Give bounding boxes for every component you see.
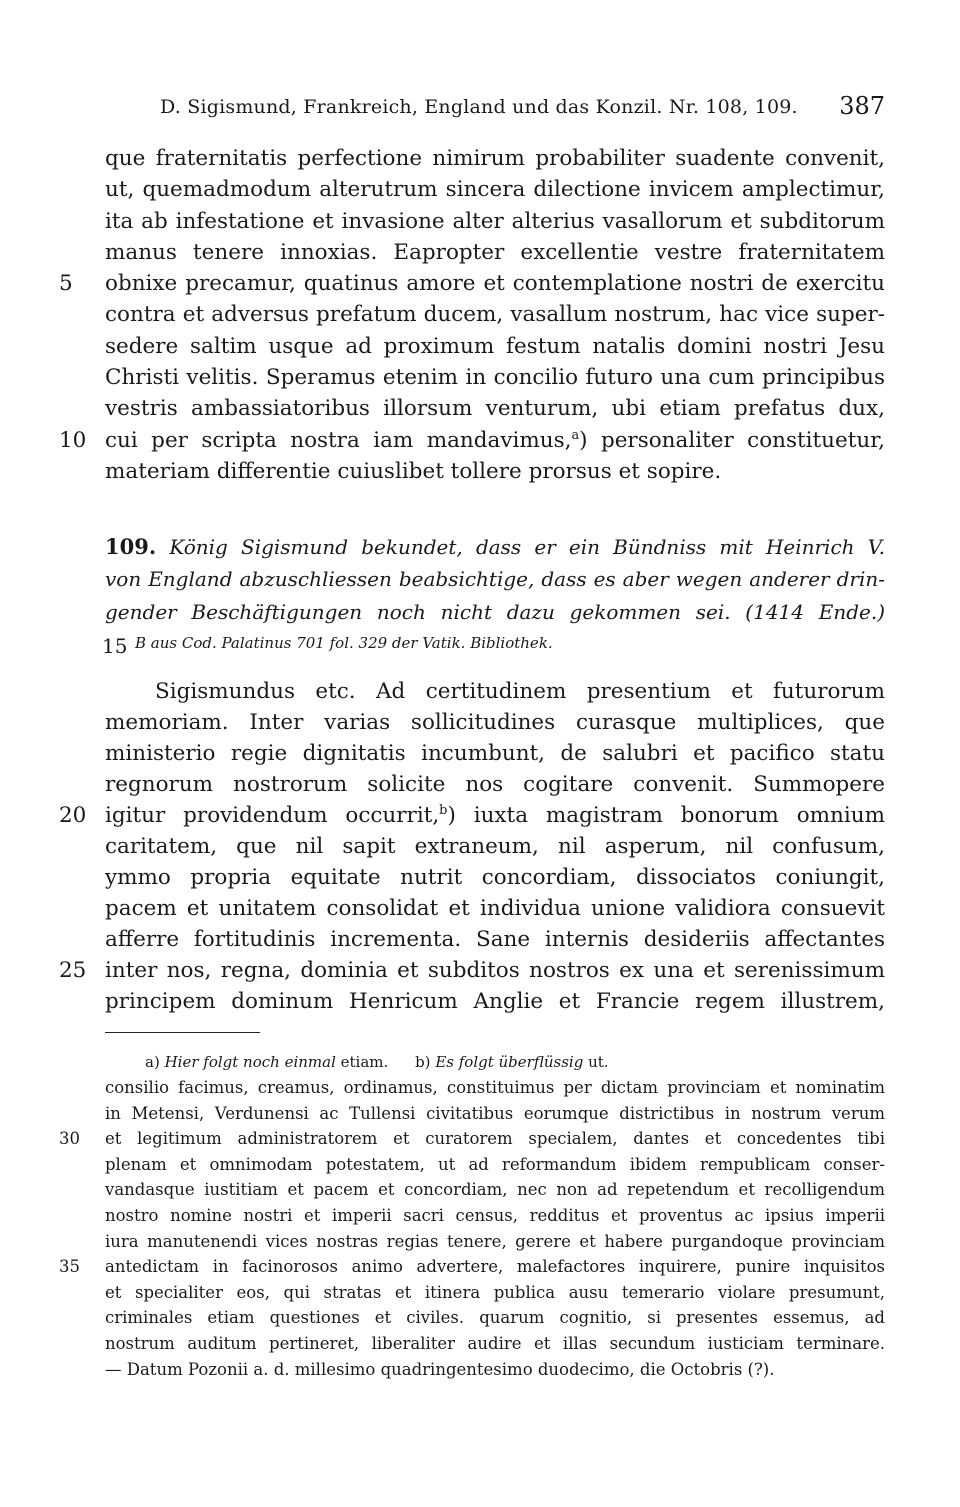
footnote-marker: b [439, 802, 448, 818]
line-text: cui per scripta nostra iam mandavimus, [105, 427, 572, 453]
text-line [105, 393, 885, 424]
line-text: caritatem, que nil sapit extraneum, nil asperum, nil confusum, [105, 834, 885, 859]
text-line [105, 1203, 885, 1229]
line-text: memoriam. Inter varias sollicitudines curasque multiplices, que [105, 710, 885, 735]
text-line [59, 955, 885, 986]
text-line [105, 237, 885, 268]
line-text: iura manutenendi vices nostras regias tenere, gerere et habere purgandoque provinciam [105, 1231, 885, 1251]
text-line [105, 986, 885, 1017]
heading-line [105, 530, 885, 563]
footnote-rule [105, 1032, 260, 1033]
line-number: 35 [59, 1257, 80, 1277]
text-line [105, 456, 885, 487]
text-line [105, 1152, 885, 1178]
document-text [59, 676, 885, 1017]
main-text [59, 143, 885, 487]
heading-text: gender Beschäftigungen noch nicht dazu gekommen sei. (1414 Ende.) [105, 600, 885, 624]
line-text: regnorum nostrorum solicite nos cogitare convenit. Summopere [105, 772, 885, 797]
line-text: sedere saltim usque ad proximum festum natalis domini nostri Jesu [105, 333, 885, 359]
heading-text: von England abzuschliessen beabsichtige, dass es aber wegen anderer drin- [105, 567, 885, 591]
text-line [105, 831, 885, 862]
text-line [59, 1126, 885, 1152]
running-header [160, 92, 885, 122]
text-line [105, 1280, 885, 1306]
text-line [105, 1075, 885, 1101]
footnote-italic: Hier folgt noch einmal [164, 1053, 336, 1071]
line-text: et specialiter eos, qui stratas et itinera publica ausu temerario violare presumunt, [105, 1282, 885, 1302]
text-line [105, 1101, 885, 1127]
line-text: ministerio regie dignitatis incumbunt, de salubri et pacifico statu [105, 741, 885, 766]
text-line [105, 174, 885, 205]
running-title: D. Sigismund, Frankreich, England und das Konzil. Nr. 108, 109. [160, 96, 798, 118]
line-text: ita ab infestatione et invasione alter alterius vasallorum et subditorum [105, 208, 885, 234]
text-line [105, 738, 885, 769]
line-text: antedictam in facinorosos animo advertere, malefactores inquirere, punire inquisitos [105, 1257, 885, 1277]
line-text: et legitimum administratorem et curatorem specialem, dantes et concedentes tibi [105, 1129, 885, 1149]
heading-line [105, 563, 885, 596]
text-line [105, 862, 885, 893]
line-text: igitur providendum occurrit, [105, 803, 440, 828]
line-number: 15 [102, 634, 128, 658]
text-line [105, 1331, 885, 1357]
text-line [105, 331, 885, 362]
line-text: Sigismundus etc. Ad certitudinem presentium et futurorum [155, 679, 885, 704]
line-text: nostrum auditum pertineret, liberaliter audire et illas secundum iusticiam terminare. [105, 1333, 885, 1353]
footnotes [145, 1053, 631, 1071]
line-text: vandasque iustitiam et pacem et concordiam, nec non ad repetendum et recolligendum [105, 1180, 885, 1200]
line-number: 30 [59, 1129, 80, 1149]
text-line [59, 425, 885, 456]
line-text: ut, quemadmodum alterutrum sincera dilectione invicem amplectimur, [105, 177, 885, 203]
text-line [105, 769, 885, 800]
line-text: afferre fortitudinis incrementa. Sane internis desideriis affectantes [105, 927, 885, 952]
line-text: criminales etiam questiones et civiles. quarum cognitio, si presentes essemus, ad [105, 1308, 885, 1328]
heading-text: König Sigismund bekundet, dass er ein Bündniss mit Heinrich V. [169, 535, 885, 559]
line-text: contra et adversus prefatum ducem, vasallum nostrum, hac vice super- [105, 302, 885, 328]
line-text: que fraternitatis perfectione nimirum probabiliter suadente convenit, [105, 146, 885, 171]
line-text: ) personaliter constituetur, [579, 427, 885, 453]
footnote-italic: Es folgt überflüssig [435, 1053, 584, 1071]
text-line [59, 800, 885, 831]
line-text: principem dominum Henricum Anglie et Francie regem illustrem, [105, 989, 885, 1014]
text-line [105, 1357, 885, 1383]
text-line [59, 1254, 885, 1280]
text-line [105, 707, 885, 738]
line-text: inter nos, regna, dominia et subditos nostros ex una et serenissimum [105, 958, 885, 983]
line-text: pacem et unitatem consolidat et individua unione validiora consuevit [105, 896, 885, 921]
line-text: obnixe precamur, quatinus amore et contemplatione nostri de exercitu [105, 271, 885, 297]
line-text: vestris ambassiatoribus illorsum venturum, ubi etiam prefatus dux, [105, 396, 885, 422]
line-text: materiam differentie cuiuslibet tollere prorsus et sopire. [105, 458, 722, 484]
document-number: 109. [105, 534, 157, 559]
line-text: plenam et omnimodam potestatem, ut ad reformandum ibidem rempublicam conser- [105, 1154, 885, 1174]
text-line [105, 924, 885, 955]
text-line [105, 299, 885, 330]
heading-line [105, 596, 885, 629]
line-number: 25 [59, 958, 87, 983]
text-line [105, 676, 885, 707]
text-line [105, 362, 885, 393]
text-line [105, 1229, 885, 1255]
line-text: ymmo propria equitate nutrit concordiam, dissociatos coniungit, [105, 865, 885, 890]
footnote-label: a) [145, 1053, 160, 1071]
line-number: 5 [59, 271, 73, 297]
text-line [105, 893, 885, 924]
source-citation: B aus Cod. Palatinus 701 fol. 329 der Vatik. Bibliothek. [135, 634, 553, 652]
text-line [105, 143, 885, 174]
line-text: — Datum Pozonii a. d. millesimo quadringentesimo duodecimo, die Octobris (?). [105, 1359, 775, 1379]
footnote-text: ut. [588, 1053, 609, 1071]
line-number: 20 [59, 803, 87, 828]
continuation-text [59, 1075, 885, 1382]
line-text: manus tenere innoxias. Eapropter excellentie vestre fraternitatem [105, 239, 885, 265]
line-text: ) iuxta magistram bonorum omnium [447, 803, 885, 828]
line-text: consilio facimus, creamus, ordinamus, constituimus per dictam provinciam et nominatim [105, 1078, 885, 1097]
text-line [105, 1305, 885, 1331]
text-line [105, 1177, 885, 1203]
line-text: Christi velitis. Speramus etenim in concilio futuro una cum principibus [105, 365, 885, 391]
line-text: nostro nomine nostri et imperii sacri census, redditus et proventus ac ipsius imperii [105, 1205, 885, 1225]
line-number: 10 [59, 427, 87, 453]
footnote-label: b) [415, 1053, 431, 1071]
footnote-marker: a [571, 427, 580, 443]
footnote-text: etiam. [340, 1053, 389, 1071]
line-text: in Metensi, Verdunensi ac Tullensi civitatibus eorumque districtibus in nostrum verum [105, 1103, 885, 1123]
footnote-b [415, 1053, 608, 1071]
page-number: 387 [839, 92, 885, 120]
footnote-a [145, 1053, 393, 1071]
text-line [59, 268, 885, 299]
document-heading [105, 530, 885, 629]
text-line [105, 206, 885, 237]
